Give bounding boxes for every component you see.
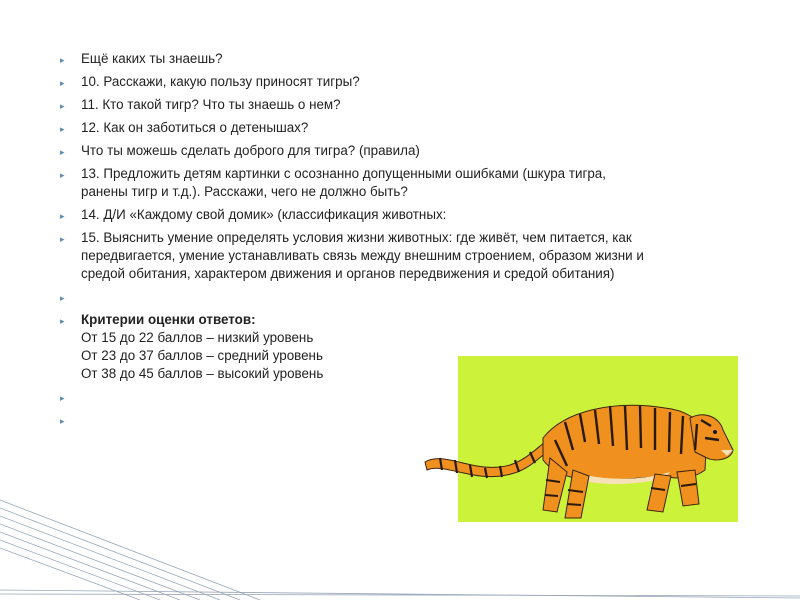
bullet-icon: ▸	[60, 78, 65, 88]
bullet-icon: ▸	[60, 147, 65, 157]
criteria-line-low: От 15 до 22 баллов – низкий уровень	[81, 330, 314, 345]
criteria-title: Критерии оценки ответов:	[81, 312, 256, 327]
item-text: Ещё каких ты знаешь?	[81, 51, 223, 66]
list-item	[60, 229, 661, 283]
list-item	[60, 50, 660, 68]
bullet-icon: ▸	[60, 124, 65, 134]
empty-list-item	[60, 288, 660, 306]
item-text: Что ты можешь сделать доброго для тигра? (правила)	[81, 143, 420, 158]
item-text: 13. Предложить детям картинки с осознанно допущенными ошибками (шкура тигра, ранены тигр и т.д.). Расскажи, чего не должно быть?	[81, 166, 606, 199]
item-text: 12. Как он заботиться о детенышах?	[81, 120, 309, 135]
bullet-icon: ▸	[60, 293, 65, 303]
item-text: 10. Расскажи, какую пользу приносят тигры?	[81, 74, 360, 89]
item-text: 11. Кто такой тигр? Что ты знаешь о нем?	[81, 97, 341, 112]
bullet-icon: ▸	[60, 170, 65, 180]
list-item	[60, 96, 660, 114]
bullet-icon: ▸	[60, 393, 65, 403]
item-text: 15. Выяснить умение определять условия жизни животных: где живёт, чем питается, как передвигается, умение устанавливать связь между внешним строением, образом жизни и средой обитания, характером движения и органов передвижения и средой обитания)	[81, 230, 644, 281]
bullet-icon: ▸	[60, 416, 65, 426]
tiger-illustration	[415, 380, 745, 530]
list-item	[60, 119, 660, 137]
bullet-icon: ▸	[60, 316, 65, 326]
list-item	[60, 142, 660, 160]
bullet-icon: ▸	[60, 101, 65, 111]
criteria-line-high: От 38 до 45 баллов – высокий уровень	[81, 366, 324, 381]
bullet-icon: ▸	[60, 55, 65, 65]
item-text: 14. Д/И «Каждому свой домик» (классификация животных:	[81, 207, 447, 222]
list-item	[60, 206, 660, 224]
list-item	[60, 165, 641, 201]
criteria-line-medium: От 23 до 37 баллов – средний уровень	[81, 348, 323, 363]
bullet-icon: ▸	[60, 234, 65, 244]
list-item	[60, 73, 660, 91]
bullet-icon: ▸	[60, 211, 65, 221]
